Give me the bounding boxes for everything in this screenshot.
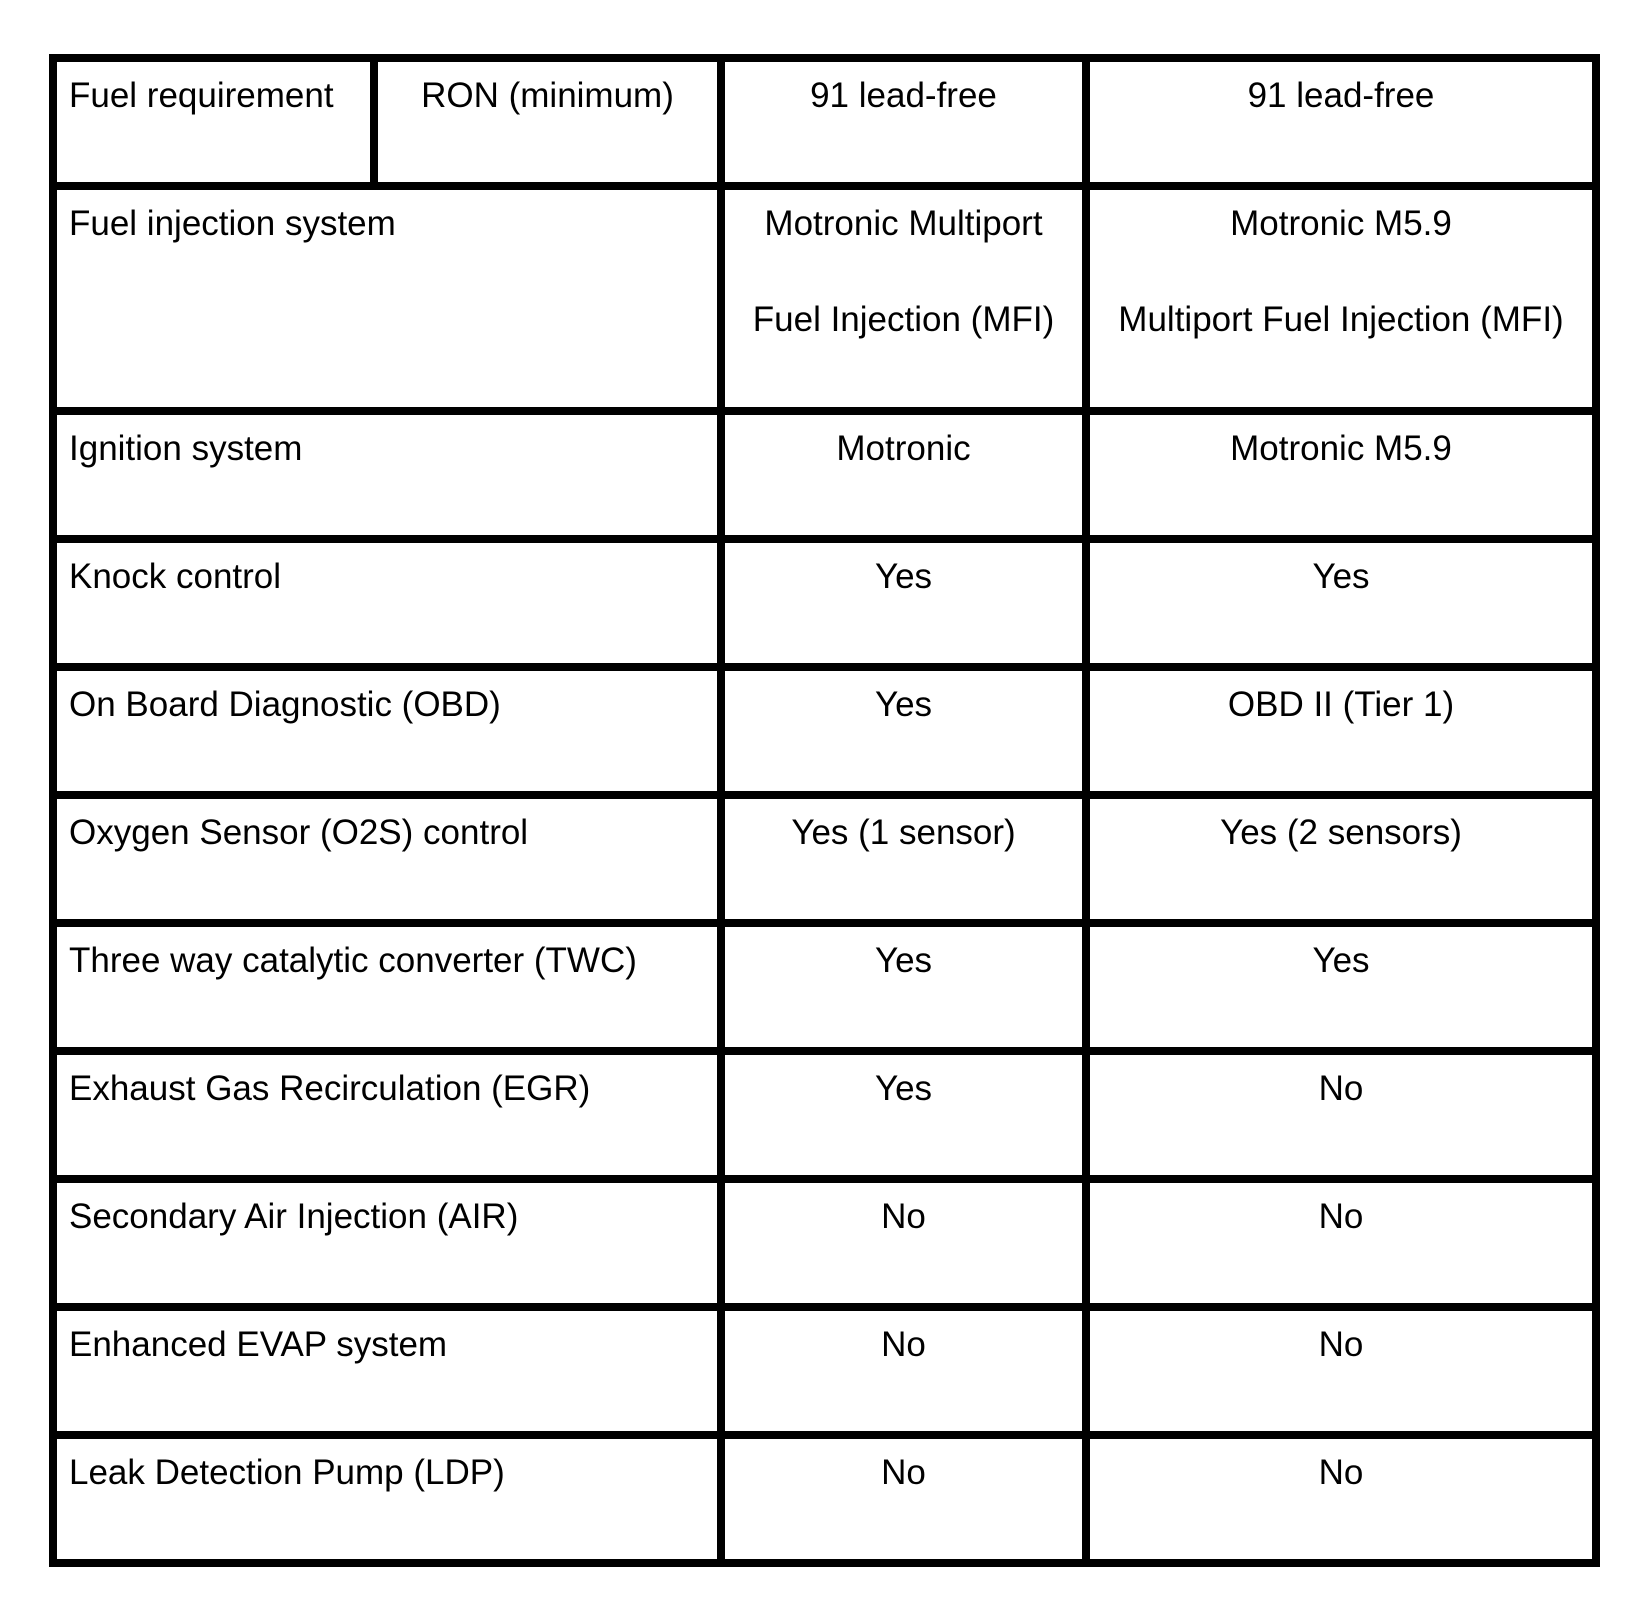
- table-row: [53, 1307, 1596, 1435]
- value-cell-engine-1: No: [721, 1179, 1086, 1307]
- value-cell-engine-2: 91 lead-free: [1086, 58, 1596, 186]
- row-label: Secondary Air Injection (AIR): [53, 1179, 721, 1307]
- value-cell-engine-2: Motronic M5.9: [1086, 411, 1596, 539]
- value-cell-engine-1: Yes: [721, 1051, 1086, 1179]
- value-cell-engine-1: Yes: [721, 923, 1086, 1051]
- table-row: [53, 186, 1596, 411]
- specifications-table: [49, 54, 1600, 1567]
- value-cell-engine-2: No: [1086, 1435, 1596, 1563]
- value-cell-engine-1: Yes (1 sensor): [721, 795, 1086, 923]
- table-row: [53, 58, 1596, 186]
- row-label: Three way catalytic converter (TWC): [53, 923, 721, 1051]
- row-label: Fuel requirement: [53, 58, 374, 186]
- value-cell-engine-2: No: [1086, 1051, 1596, 1179]
- value-cell-engine-1: No: [721, 1307, 1086, 1435]
- row-label: Enhanced EVAP system: [53, 1307, 721, 1435]
- row-label: On Board Diagnostic (OBD): [53, 667, 721, 795]
- value-cell-engine-2: Yes: [1086, 539, 1596, 667]
- value-cell-engine-1: Yes: [721, 539, 1086, 667]
- value-cell-engine-1: 91 lead-free: [721, 58, 1086, 186]
- value-cell-engine-2: Yes: [1086, 923, 1596, 1051]
- value-cell-engine-2: No: [1086, 1307, 1596, 1435]
- value-cell-engine-2: Motronic M5.9 Multiport Fuel Injection (MFI): [1086, 186, 1596, 411]
- row-label: Oxygen Sensor (O2S) control: [53, 795, 721, 923]
- value-cell-engine-1: Yes: [721, 667, 1086, 795]
- row-label: Exhaust Gas Recirculation (EGR): [53, 1051, 721, 1179]
- table-row: [53, 923, 1596, 1051]
- value-cell-engine-2: Yes (2 sensors): [1086, 795, 1596, 923]
- table-row: [53, 1435, 1596, 1563]
- row-label: Ignition system: [53, 411, 721, 539]
- table-row: [53, 411, 1596, 539]
- value-cell-engine-1: No: [721, 1435, 1086, 1563]
- value-cell-engine-1: Motronic: [721, 411, 1086, 539]
- table-row: [53, 795, 1596, 923]
- row-label: Fuel injection system: [53, 186, 721, 411]
- table-row: [53, 667, 1596, 795]
- table-row: [53, 539, 1596, 667]
- value-cell-engine-2: No: [1086, 1179, 1596, 1307]
- row-sublabel: RON (minimum): [374, 58, 721, 186]
- value-cell-engine-2: OBD II (Tier 1): [1086, 667, 1596, 795]
- row-label: Leak Detection Pump (LDP): [53, 1435, 721, 1563]
- table-row: [53, 1179, 1596, 1307]
- row-label: Knock control: [53, 539, 721, 667]
- table-row: [53, 1051, 1596, 1179]
- value-cell-engine-1: Motronic Multiport Fuel Injection (MFI): [721, 186, 1086, 411]
